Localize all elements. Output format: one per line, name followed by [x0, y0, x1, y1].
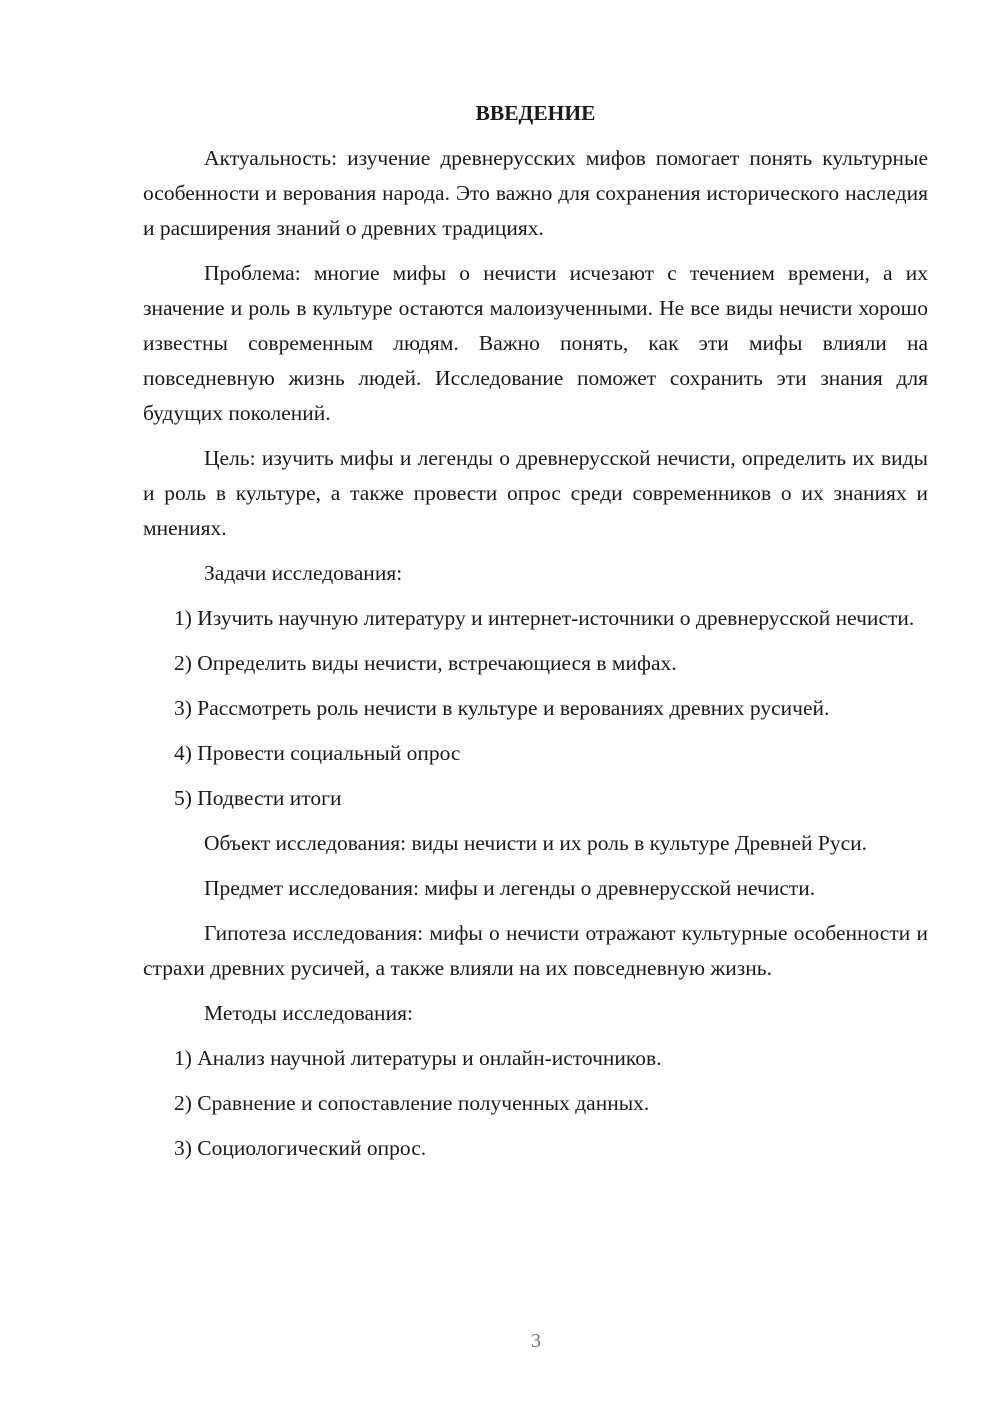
- relevance-paragraph: Актуальность: изучение древнерусских мифов помогает понять культурные особенности и верования народа. Это важно для сохранения исторического наследия и расширения знаний о древних традициях.: [143, 146, 928, 240]
- section-heading: ВВЕДЕНИЕ: [475, 101, 596, 125]
- methods-heading: Методы исследования:: [204, 1001, 413, 1025]
- document-page: [143, 96, 928, 1176]
- goal-paragraph: Цель: изучить мифы и легенды о древнерусской нечисти, определить их виды и роль в культуре, а также провести опрос среди современников о их знаниях и мнениях.: [143, 446, 928, 540]
- task-item: 5) Подвести итоги: [174, 786, 342, 810]
- page-number: 3: [531, 1330, 541, 1352]
- object-paragraph: Объект исследования: виды нечисти и их роль в культуре Древней Руси.: [204, 831, 868, 855]
- method-item: 1) Анализ научной литературы и онлайн-источников.: [174, 1046, 662, 1070]
- method-item: 2) Сравнение и сопоставление полученных данных.: [174, 1091, 650, 1115]
- tasks-heading: Задачи исследования:: [204, 561, 403, 585]
- task-item: 2) Определить виды нечисти, встречающиеся в мифах.: [174, 651, 677, 675]
- subject-paragraph: Предмет исследования: мифы и легенды о древнерусской нечисти.: [204, 876, 816, 900]
- task-item: 4) Провести социальный опрос: [174, 741, 461, 765]
- task-item: 3) Рассмотреть роль нечисти в культуре и верованиях древних русичей.: [174, 696, 830, 720]
- problem-paragraph: Проблема: многие мифы о нечисти исчезают с течением времени, а их значение и роль в культуре остаются малоизученными. Не все виды нечисти хорошо известны современным людям. Важно понять, как эти мифы влияли на повседневную жизнь людей. Исследование поможет сохранить эти знания для будущих поколений.: [143, 261, 928, 425]
- method-item: 3) Социологический опрос.: [174, 1136, 427, 1160]
- task-item: 1) Изучить научную литературу и интернет-источники о древнерусской нечисти.: [174, 606, 915, 630]
- hypothesis-paragraph: Гипотеза исследования: мифы о нечисти отражают культурные особенности и страхи древних русичей, а также влияли на их повседневную жизнь.: [143, 921, 928, 980]
